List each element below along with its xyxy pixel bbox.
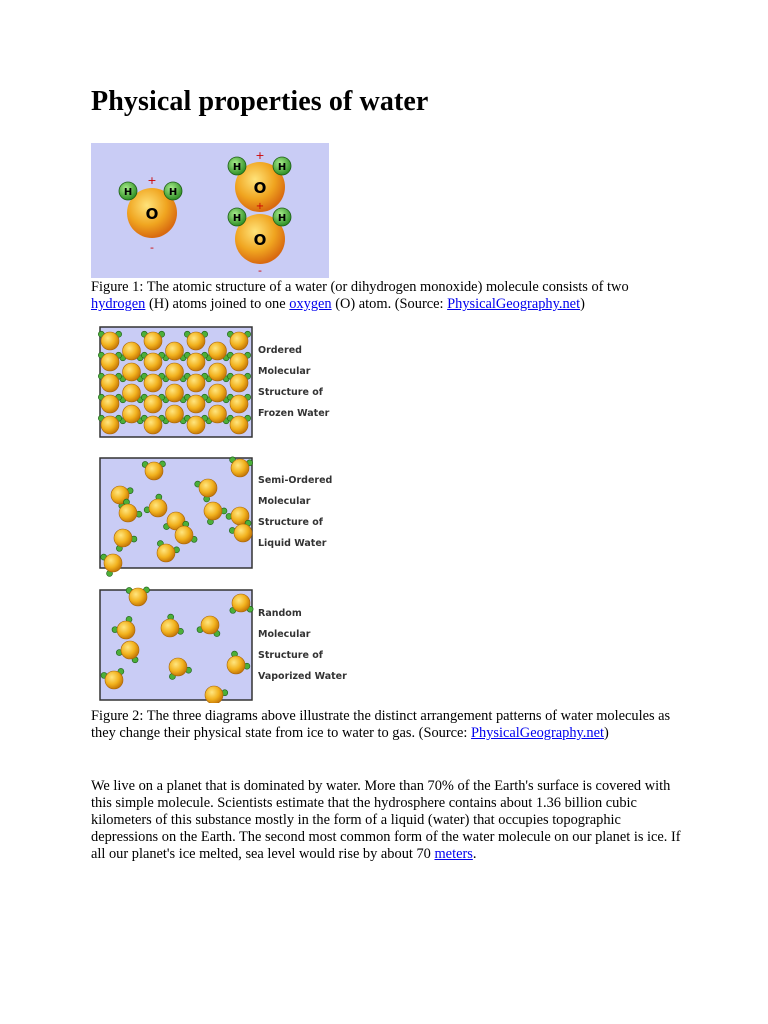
ice-structure-panel	[98, 327, 252, 437]
panel-1-line-2: Molecular	[258, 366, 311, 377]
plus-charge-label: +	[255, 149, 265, 162]
panel-2-line-1: Semi-Ordered	[258, 475, 333, 486]
panel-2-line-2: Molecular	[258, 496, 311, 507]
panel-3-line-4: Vaporized Water	[258, 671, 347, 682]
plus-charge-label: +	[147, 174, 157, 187]
hydrogen-label: H	[277, 162, 287, 173]
body-paragraph: We live on a planet that is dominated by water. More than 70% of the Earth's surface is covered with this simple molecule. Scientists estimate that the hydrosphere contains about 1.36 billion cubic kilometers of this substance mostly in the form of a liquid (water) that occupies topographic depressions on the Earth. The second most common form of the water molecule on our planet is ice. If all our planet's ice melted, sea level would rise by about 70 meters.	[91, 778, 681, 862]
figure-2-caption: Figure 2: The three diagrams above illustrate the distinct arrangement patterns of water molecules as they change their physical state from ice to water to gas. (Source: PhysicalGeography.net)	[91, 708, 671, 741]
figure-1-water-molecule-diagram	[91, 143, 329, 278]
panel-1-line-4: Frozen Water	[258, 408, 330, 419]
hydrogen-label: H	[123, 187, 133, 198]
oxygen-label: O	[253, 231, 267, 249]
page-title: Physical properties of water	[91, 86, 429, 117]
minus-charge-label: -	[150, 241, 154, 254]
plus-charge-label: +	[255, 201, 265, 212]
panel-2-line-3: Structure of	[258, 517, 323, 528]
vapor-structure-panel	[100, 587, 253, 703]
liquid-structure-panel	[100, 457, 253, 577]
panel-3-line-3: Structure of	[258, 650, 323, 661]
hydrogen-label: H	[277, 213, 287, 224]
panel-3-line-2: Molecular	[258, 629, 311, 640]
panel-3-line-1: Random	[258, 608, 302, 619]
panel-1-line-3: Structure of	[258, 387, 323, 398]
oxygen-label: O	[253, 179, 267, 197]
source-link[interactable]: PhysicalGeography.net	[471, 725, 604, 741]
figure-2-states-of-water-diagram	[98, 325, 353, 703]
hydrogen-link[interactable]: hydrogen	[91, 296, 146, 312]
hydrogen-label: H	[232, 213, 242, 224]
hydrogen-label: H	[168, 187, 178, 198]
hydrogen-label: H	[232, 162, 242, 173]
panel-1-line-1: Ordered	[258, 345, 302, 356]
meters-link[interactable]: meters	[434, 846, 473, 862]
oxygen-label: O	[145, 205, 159, 223]
minus-charge-label: -	[258, 264, 262, 277]
source-link[interactable]: PhysicalGeography.net	[447, 296, 581, 312]
oxygen-link[interactable]: oxygen	[289, 296, 332, 312]
panel-2-line-4: Liquid Water	[258, 538, 327, 549]
figure-1-caption: Figure 1: The atomic structure of a water (or dihydrogen monoxide) molecule consists of two hydrogen (H) atoms joined to one oxygen (O) atom. (Source: PhysicalGeography.net)	[91, 279, 629, 312]
